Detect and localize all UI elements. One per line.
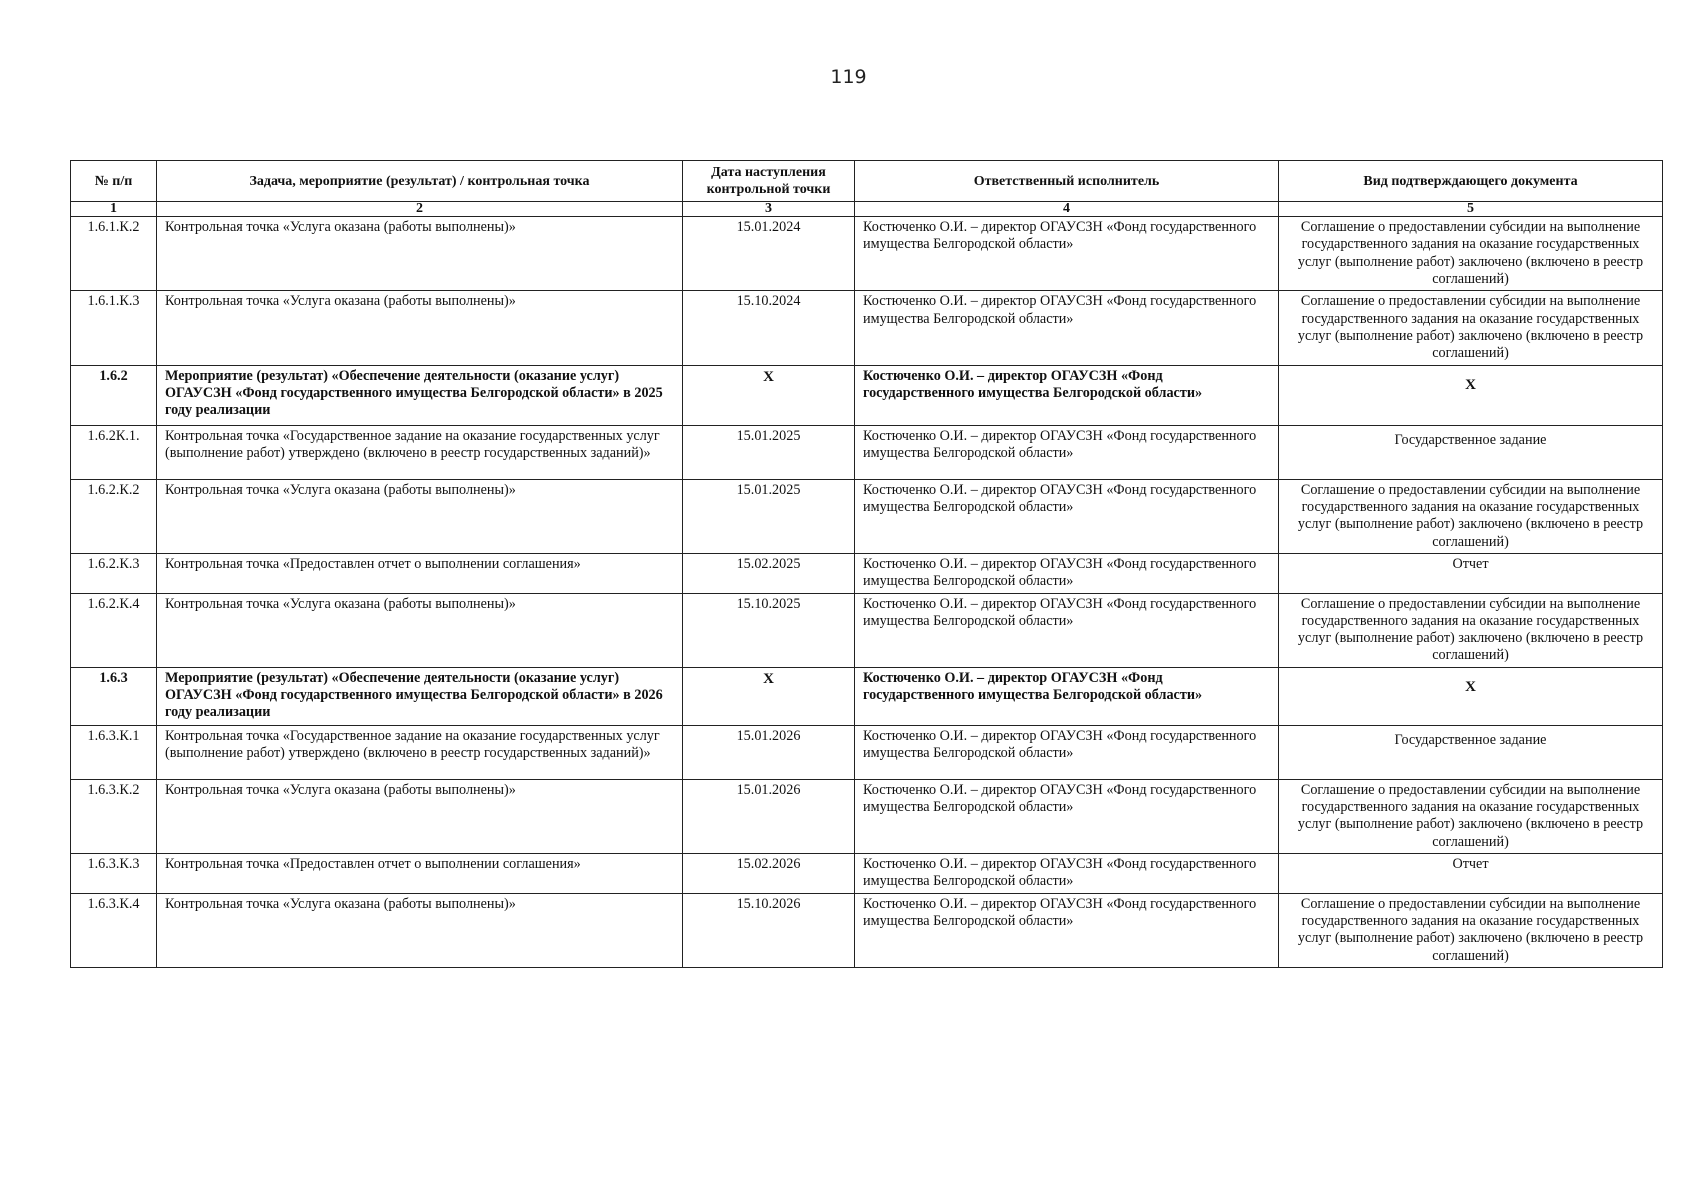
table-row bbox=[71, 779, 1663, 853]
row-number: 1.6.3.К.2 bbox=[71, 779, 157, 853]
header-date: Дата наступления контрольной точки bbox=[683, 161, 855, 202]
task-cell: Контрольная точка «Услуга оказана (работы выполнены)» bbox=[157, 479, 683, 553]
date-cell: 15.10.2024 bbox=[683, 291, 855, 365]
row-number: 1.6.3.К.3 bbox=[71, 854, 157, 894]
control-points-table bbox=[70, 160, 1663, 968]
table-body bbox=[71, 217, 1663, 968]
table-row bbox=[71, 425, 1663, 479]
date-cell: 15.01.2024 bbox=[683, 217, 855, 291]
table-row bbox=[71, 593, 1663, 667]
table-row bbox=[71, 365, 1663, 425]
table-row bbox=[71, 667, 1663, 725]
responsible-cell: Костюченко О.И. – директор ОГАУСЗН «Фонд государственного имущества Белгородской области» bbox=[855, 553, 1279, 593]
task-cell: Контрольная точка «Предоставлен отчет о выполнении соглашения» bbox=[157, 854, 683, 894]
date-cell: Х bbox=[683, 365, 855, 425]
date-cell: 15.10.2025 bbox=[683, 593, 855, 667]
column-number: 5 bbox=[1279, 202, 1663, 217]
column-number: 3 bbox=[683, 202, 855, 217]
task-cell: Контрольная точка «Государственное задание на оказание государственных услуг (выполнение работ) утверждено (включено в реестр государственных заданий)» bbox=[157, 425, 683, 479]
responsible-cell: Костюченко О.И. – директор ОГАУСЗН «Фонд государственного имущества Белгородской области» bbox=[855, 291, 1279, 365]
document-cell: Соглашение о предоставлении субсидии на выполнение государственного задания на оказание государственных услуг (выполнение работ) заключено (включено в реестр соглашений) bbox=[1279, 479, 1663, 553]
column-number: 1 bbox=[71, 202, 157, 217]
row-number: 1.6.3.К.1 bbox=[71, 725, 157, 779]
column-number: 2 bbox=[157, 202, 683, 217]
row-number: 1.6.1.К.2 bbox=[71, 217, 157, 291]
date-cell: 15.10.2026 bbox=[683, 893, 855, 967]
responsible-cell: Костюченко О.И. – директор ОГАУСЗН «Фонд государственного имущества Белгородской области» bbox=[855, 779, 1279, 853]
document-cell: Отчет bbox=[1279, 854, 1663, 894]
header-num: № п/п bbox=[71, 161, 157, 202]
document-cell: Государственное задание bbox=[1279, 725, 1663, 779]
table-row bbox=[71, 725, 1663, 779]
task-cell: Контрольная точка «Услуга оказана (работы выполнены)» bbox=[157, 779, 683, 853]
page-number: 119 bbox=[830, 66, 867, 88]
task-cell: Контрольная точка «Государственное задание на оказание государственных услуг (выполнение работ) утверждено (включено в реестр государственных заданий)» bbox=[157, 725, 683, 779]
responsible-cell: Костюченко О.И. – директор ОГАУСЗН «Фонд государственного имущества Белгородской области» bbox=[855, 365, 1279, 425]
row-number: 1.6.3 bbox=[71, 667, 157, 725]
responsible-cell: Костюченко О.И. – директор ОГАУСЗН «Фонд государственного имущества Белгородской области» bbox=[855, 593, 1279, 667]
date-cell: 15.01.2026 bbox=[683, 725, 855, 779]
document-cell: Соглашение о предоставлении субсидии на выполнение государственного задания на оказание государственных услуг (выполнение работ) заключено (включено в реестр соглашений) bbox=[1279, 291, 1663, 365]
document-cell: Соглашение о предоставлении субсидии на выполнение государственного задания на оказание государственных услуг (выполнение работ) заключено (включено в реестр соглашений) bbox=[1279, 893, 1663, 967]
document-cell: Х bbox=[1279, 365, 1663, 425]
task-cell: Контрольная точка «Предоставлен отчет о выполнении соглашения» bbox=[157, 553, 683, 593]
task-cell: Контрольная точка «Услуга оказана (работы выполнены)» bbox=[157, 291, 683, 365]
document-cell: Соглашение о предоставлении субсидии на выполнение государственного задания на оказание государственных услуг (выполнение работ) заключено (включено в реестр соглашений) bbox=[1279, 593, 1663, 667]
responsible-cell: Костюченко О.И. – директор ОГАУСЗН «Фонд государственного имущества Белгородской области» bbox=[855, 217, 1279, 291]
header-responsible: Ответственный исполнитель bbox=[855, 161, 1279, 202]
responsible-cell: Костюченко О.И. – директор ОГАУСЗН «Фонд государственного имущества Белгородской области» bbox=[855, 479, 1279, 553]
responsible-cell: Костюченко О.И. – директор ОГАУСЗН «Фонд государственного имущества Белгородской области» bbox=[855, 667, 1279, 725]
date-cell: 15.02.2026 bbox=[683, 854, 855, 894]
date-cell: 15.02.2025 bbox=[683, 553, 855, 593]
date-cell: 15.01.2025 bbox=[683, 425, 855, 479]
row-number: 1.6.2.К.3 bbox=[71, 553, 157, 593]
header-document: Вид подтверждающего документа bbox=[1279, 161, 1663, 202]
table-row bbox=[71, 291, 1663, 365]
table-row bbox=[71, 553, 1663, 593]
document-cell: Отчет bbox=[1279, 553, 1663, 593]
document-cell: Соглашение о предоставлении субсидии на выполнение государственного задания на оказание государственных услуг (выполнение работ) заключено (включено в реестр соглашений) bbox=[1279, 217, 1663, 291]
task-cell: Контрольная точка «Услуга оказана (работы выполнены)» bbox=[157, 217, 683, 291]
table-row bbox=[71, 893, 1663, 967]
column-number: 4 bbox=[855, 202, 1279, 217]
date-cell: 15.01.2025 bbox=[683, 479, 855, 553]
document-cell: Государственное задание bbox=[1279, 425, 1663, 479]
row-number: 1.6.2.К.2 bbox=[71, 479, 157, 553]
header-row bbox=[71, 161, 1663, 202]
document-cell: Х bbox=[1279, 667, 1663, 725]
responsible-cell: Костюченко О.И. – директор ОГАУСЗН «Фонд государственного имущества Белгородской области» bbox=[855, 425, 1279, 479]
task-cell: Мероприятие (результат) «Обеспечение деятельности (оказание услуг) ОГАУСЗН «Фонд государственного имущества Белгородской области» в 2026 году реализации bbox=[157, 667, 683, 725]
row-number: 1.6.3.К.4 bbox=[71, 893, 157, 967]
table-row bbox=[71, 479, 1663, 553]
row-number: 1.6.2К.1. bbox=[71, 425, 157, 479]
header-task: Задача, мероприятие (результат) / контрольная точка bbox=[157, 161, 683, 202]
date-cell: 15.01.2026 bbox=[683, 779, 855, 853]
table-row bbox=[71, 217, 1663, 291]
row-number: 1.6.2.К.4 bbox=[71, 593, 157, 667]
document-cell: Соглашение о предоставлении субсидии на выполнение государственного задания на оказание государственных услуг (выполнение работ) заключено (включено в реестр соглашений) bbox=[1279, 779, 1663, 853]
task-cell: Мероприятие (результат) «Обеспечение деятельности (оказание услуг) ОГАУСЗН «Фонд государственного имущества Белгородской области» в 2025 году реализации bbox=[157, 365, 683, 425]
responsible-cell: Костюченко О.И. – директор ОГАУСЗН «Фонд государственного имущества Белгородской области» bbox=[855, 725, 1279, 779]
row-number: 1.6.2 bbox=[71, 365, 157, 425]
table-row bbox=[71, 854, 1663, 894]
date-cell: Х bbox=[683, 667, 855, 725]
task-cell: Контрольная точка «Услуга оказана (работы выполнены)» bbox=[157, 593, 683, 667]
task-cell: Контрольная точка «Услуга оказана (работы выполнены)» bbox=[157, 893, 683, 967]
responsible-cell: Костюченко О.И. – директор ОГАУСЗН «Фонд государственного имущества Белгородской области» bbox=[855, 854, 1279, 894]
responsible-cell: Костюченко О.И. – директор ОГАУСЗН «Фонд государственного имущества Белгородской области» bbox=[855, 893, 1279, 967]
column-number-row bbox=[71, 202, 1663, 217]
row-number: 1.6.1.К.3 bbox=[71, 291, 157, 365]
